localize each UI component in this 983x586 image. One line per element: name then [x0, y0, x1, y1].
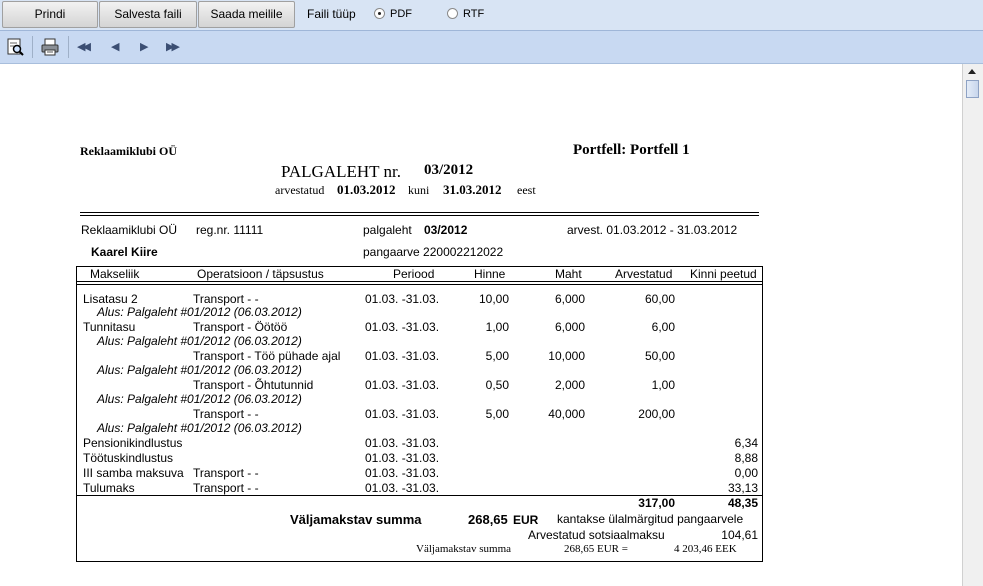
calc-label: arvestatud [275, 183, 325, 197]
footer-eek-amount: 4 203,46 EEK [674, 543, 737, 555]
col-header-withheld: Kinni peetud [690, 267, 757, 281]
portfolio-label: Portfell: Portfell 1 [573, 142, 690, 158]
company-name: Reklaamiklubi OÜ [81, 223, 178, 237]
social-tax-value: 104,61 [721, 528, 758, 542]
row-period: 01.03. -31.03. [365, 407, 440, 421]
printer-icon[interactable] [40, 37, 60, 57]
top-toolbar [0, 0, 983, 31]
row-note: Alus: Palgaleht #01/2012 (06.03.2012) [97, 363, 302, 377]
vertical-scrollbar[interactable] [962, 64, 983, 586]
row-period: 01.03. -31.03. [365, 349, 440, 363]
table-header-divider [76, 281, 763, 282]
registration-number: reg.nr. 11111 [196, 223, 264, 237]
row-payer: Tunnitasu [83, 320, 136, 334]
rtf-radio-label[interactable]: RTF [463, 8, 485, 20]
last-page-icon[interactable]: ▶▶ [166, 41, 177, 53]
period-text: arvest. 01.03.2012 - 31.03.2012 [567, 223, 738, 237]
row-withheld: 6,34 [734, 436, 758, 450]
rtf-radio[interactable] [447, 8, 458, 19]
row-price: 1,00 [485, 320, 509, 334]
report-number: 03/2012 [424, 162, 474, 178]
row-withheld: 33,13 [727, 481, 758, 495]
row-period: 01.03. -31.03. [365, 451, 440, 465]
row-withheld: 0,00 [734, 466, 758, 480]
row-operation: Transport - - [193, 466, 259, 480]
col-header-operation: Operatsioon / täpsustus [197, 267, 324, 281]
bank-account: pangaarve 220002212022 [363, 245, 504, 259]
row-calculated: 1,00 [651, 378, 675, 392]
until-label: kuni [408, 183, 430, 197]
send-email-button[interactable]: Saada meilile [198, 1, 295, 28]
row-note: Alus: Palgaleht #01/2012 (06.03.2012) [97, 392, 302, 406]
total-withheld: 48,35 [727, 496, 758, 510]
bank-note: kantakse ülalmärgitud pangaarvele [557, 512, 744, 526]
row-note: Alus: Palgaleht #01/2012 (06.03.2012) [97, 305, 302, 319]
payable-label: Väljamakstav summa [290, 512, 422, 527]
row-payer: Lisatasu 2 [83, 292, 138, 306]
next-page-icon[interactable]: ▶ [140, 41, 146, 53]
scroll-up-icon[interactable] [968, 69, 976, 74]
row-payer: Pensionikindlustus [83, 436, 183, 450]
header-divider [80, 212, 759, 213]
footer-payable-label: Väljamakstav summa [416, 543, 512, 555]
payable-currency: EUR [513, 513, 539, 527]
row-operation: Transport - Töö pühade ajal [193, 349, 341, 363]
row-amount: 6,000 [554, 292, 585, 306]
row-payer: Tulumaks [83, 481, 135, 495]
table-border [762, 266, 763, 562]
save-to-file-button[interactable]: Salvesta faili [99, 1, 197, 28]
row-price: 0,50 [485, 378, 509, 392]
col-header-calculated: Arvestatud [615, 267, 673, 281]
date-to: 31.03.2012 [443, 182, 502, 197]
row-price: 5,00 [485, 349, 509, 363]
scrollbar-thumb[interactable] [966, 80, 979, 98]
row-operation: Transport - Õhtutunnid [193, 378, 314, 392]
file-type-label: Faili tüüp [307, 7, 356, 21]
row-note: Alus: Palgaleht #01/2012 (06.03.2012) [97, 334, 302, 348]
row-payer: III samba maksuva [83, 466, 184, 480]
payable-amount: 268,65 [468, 512, 508, 527]
col-header-amount: Maht [555, 267, 582, 281]
date-from: 01.03.2012 [337, 182, 396, 197]
row-note: Alus: Palgaleht #01/2012 (06.03.2012) [97, 421, 302, 435]
row-amount: 6,000 [554, 320, 585, 334]
print-button[interactable]: Prindi [2, 1, 98, 28]
pdf-radio-label[interactable]: PDF [390, 8, 412, 20]
row-calculated: 6,00 [651, 320, 675, 334]
print-preview-icon[interactable] [6, 37, 26, 57]
previous-page-icon[interactable]: ◀ [111, 41, 117, 53]
row-amount: 10,000 [548, 349, 585, 363]
row-operation: Transport - - [193, 407, 259, 421]
social-tax-label: Arvestatud sotsiaalmaksu [528, 528, 665, 542]
row-calculated: 60,00 [644, 292, 675, 306]
payslip-label: palgaleht [363, 223, 412, 237]
row-period: 01.03. -31.03. [365, 466, 440, 480]
report-title: PALGALEHT nr. [281, 162, 401, 181]
preview-toolbar [0, 31, 983, 64]
row-period: 01.03. -31.03. [365, 436, 440, 450]
col-header-payer: Makseliik [90, 267, 140, 281]
table-header-divider [76, 284, 763, 285]
row-calculated: 50,00 [644, 349, 675, 363]
total-calculated: 317,00 [638, 496, 675, 510]
for-label: eest [517, 183, 536, 197]
table-border [76, 561, 763, 562]
row-calculated: 200,00 [638, 407, 675, 421]
toolbar-separator [32, 36, 33, 58]
row-period: 01.03. -31.03. [365, 378, 440, 392]
first-page-icon[interactable]: ◀◀ [77, 41, 88, 53]
row-period: 01.03. -31.03. [365, 481, 440, 495]
employee-name: Kaarel Kiire [91, 245, 158, 259]
footer-payable-amount: 268,65 EUR = [564, 543, 628, 555]
row-payer: Töötuskindlustus [83, 451, 174, 465]
header-divider [80, 215, 759, 216]
row-amount: 40,000 [548, 407, 585, 421]
row-withheld: 8,88 [734, 451, 758, 465]
col-header-period: Periood [393, 267, 435, 281]
company-header: Reklaamiklubi OÜ [80, 144, 178, 158]
pdf-radio[interactable] [374, 8, 385, 19]
row-price: 5,00 [485, 407, 509, 421]
row-operation: Transport - - [193, 481, 259, 495]
row-operation: Transport - Öötöö [193, 320, 288, 334]
table-border [76, 266, 77, 562]
payslip-number: 03/2012 [424, 223, 468, 237]
toolbar-separator [68, 36, 69, 58]
row-period: 01.03. -31.03. [365, 320, 440, 334]
col-header-price: Hinne [474, 267, 506, 281]
row-amount: 2,000 [554, 378, 585, 392]
row-price: 10,00 [478, 292, 509, 306]
row-operation: Transport - - [193, 292, 259, 306]
row-period: 01.03. -31.03. [365, 292, 440, 306]
